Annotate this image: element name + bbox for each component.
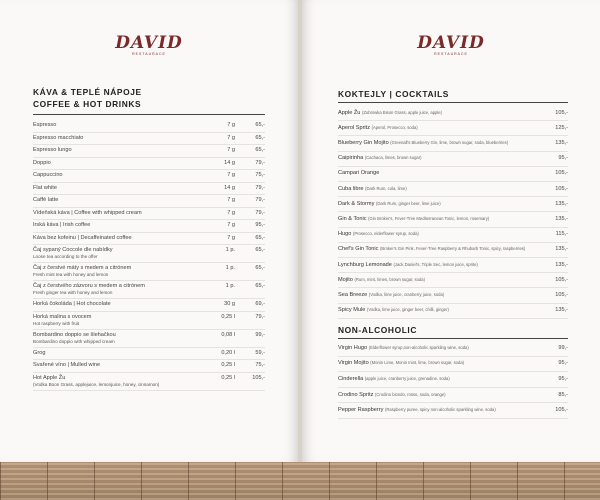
- item-price: 135,-: [555, 139, 568, 146]
- cocktail-item: [338, 304, 568, 319]
- item-name-line: [338, 376, 450, 382]
- item-name: Virgin Hugo: [338, 344, 368, 351]
- item-name: Spicy Mule: [338, 307, 366, 314]
- item-name-line: [338, 155, 422, 161]
- item-name: Gin & Tonic: [338, 215, 367, 222]
- item-name: Flat white: [33, 184, 57, 191]
- item-description: (Jack Daniel's, Triple Sec, lemon juice, sprite): [393, 261, 478, 267]
- item-price: 105,-: [555, 407, 568, 414]
- item-name: Grog: [33, 349, 46, 356]
- item-price: 75,-: [255, 172, 265, 178]
- item-name-line: [338, 170, 379, 176]
- item-subtitle: Bombardino doppio with whipped cream: [33, 338, 115, 344]
- logo-subtitle: RESTAURACE: [434, 52, 468, 56]
- item-name-line: [338, 307, 449, 313]
- item-subtitle: Hot raspberry with fruit: [33, 320, 80, 326]
- item-quantity: 7 g: [227, 234, 235, 241]
- cocktail-item: [338, 288, 568, 303]
- menu-item: [33, 233, 265, 246]
- item-description: (Dark Rum, cola, lime): [365, 185, 407, 191]
- item-description: (Raspberry puree, spicy non-alcoholic sparkling wine, soda): [384, 407, 496, 413]
- item-quantity: 1 p.: [225, 265, 235, 271]
- item-price: 125,-: [555, 124, 568, 131]
- item-name: Virgin Mojito: [338, 360, 369, 367]
- item-description: (Monin Lime, Monin mint, lime, brown sugar, soda): [370, 360, 465, 366]
- menu-item: [33, 183, 265, 196]
- item-description: (Crodino biondo, rosso, soda, orange): [375, 391, 446, 397]
- item-name: Dark & Stormy: [338, 200, 375, 207]
- menu-item: [33, 312, 265, 330]
- nonalc-item: [338, 388, 568, 404]
- item-name-line: [338, 277, 425, 283]
- item-price: 99,-: [558, 344, 568, 351]
- item-name: Bombardino doppio se šlehačkou: [33, 331, 116, 338]
- logo-subtitle: RESTAURACE: [132, 52, 166, 56]
- item-description: (Greenall's Blueberry Gin, lime, brown sugar, soda, blueberries): [390, 139, 509, 145]
- item-name: Irská káva | Irish coffee: [33, 222, 91, 228]
- item-name: Čaj z čerstvého zázvoru s medem a citrónem: [33, 283, 145, 289]
- item-price: 105,-: [555, 109, 568, 116]
- item-name-line: [338, 407, 496, 413]
- cocktail-item: [338, 243, 568, 258]
- cocktail-item: [338, 197, 568, 212]
- item-price: 75,-: [255, 362, 265, 368]
- menu-item: [33, 299, 265, 312]
- cocktail-item: [338, 136, 568, 151]
- cocktail-item: [338, 121, 568, 136]
- item-price: 65,-: [255, 134, 265, 141]
- item-description: (Gin Broker's, Fever-Tree Mediterranean Tonic, lemon, rosemary): [368, 215, 490, 221]
- item-subtitle: Fresh ginger tea with honey and lemon: [33, 290, 113, 295]
- item-name: Mojito: [338, 276, 353, 283]
- item-name: Hot Apple Žu: [33, 374, 66, 381]
- item-price: 115,-: [555, 231, 568, 238]
- item-description: (Broker's Gin Pink, Fever-Tree Raspberry & Rhubarb Tonic, spicy, raspberries): [380, 246, 526, 252]
- item-quantity: 7 g: [227, 122, 235, 128]
- nonalc-item: [338, 403, 568, 419]
- item-name: Espresso: [33, 122, 57, 128]
- item-quantity: 0,20 l: [221, 349, 235, 356]
- item-quantity: 7 g: [227, 197, 235, 203]
- menu-item: [33, 245, 265, 263]
- item-price: 135,-: [555, 261, 568, 268]
- section-rule: [33, 114, 265, 115]
- nonalc-item: [338, 357, 568, 373]
- item-name: Vídeňská káva | Coffee with whipped cream: [33, 209, 142, 216]
- menu-item: [33, 330, 265, 348]
- cocktail-item: [338, 106, 568, 121]
- item-name: Chef's Gin Tonic: [338, 246, 379, 253]
- item-price: 135,-: [555, 200, 568, 207]
- item-name: Cinderella: [338, 375, 364, 382]
- item-quantity: 7 g: [227, 172, 235, 178]
- coffee-title-cs: KÁVA & TEPLÉ NÁPOJE: [33, 87, 142, 97]
- item-name-line: [338, 246, 525, 252]
- item-description: (Vodka, lime juice, cranberry juice, soda): [368, 291, 445, 297]
- menu-item: [33, 170, 265, 183]
- item-name: Espresso macchiato: [33, 134, 84, 141]
- item-quantity: 14 g: [224, 184, 235, 191]
- item-description: (Zubrowka Bison Grass, apple juice, apple): [361, 109, 443, 115]
- item-quantity: 0,25 l: [221, 374, 235, 381]
- item-price: 79,-: [255, 313, 265, 320]
- menu-item: [33, 348, 265, 361]
- item-name: Sea Breeze: [338, 291, 368, 298]
- cocktails-title: KOKTEJLY | COCKTAILS: [338, 89, 449, 99]
- item-price: 65,-: [255, 265, 265, 271]
- item-name-line: [338, 392, 446, 398]
- item-name: Pepper Raspberry: [338, 407, 384, 414]
- item-quantity: 7 g: [227, 147, 235, 153]
- item-price: 79,-: [255, 159, 265, 166]
- section-rule: [338, 338, 568, 339]
- item-price: 99,-: [255, 331, 265, 338]
- item-name-line: [338, 186, 407, 192]
- item-price: 69,-: [255, 301, 265, 307]
- menu-item: [33, 281, 265, 299]
- logo-wordmark: DAVID: [115, 33, 183, 53]
- item-price: 105,-: [555, 291, 568, 298]
- item-price: 95,-: [558, 360, 568, 367]
- item-quantity: 14 g: [224, 159, 235, 166]
- menu-item: [33, 220, 265, 233]
- item-name-line: [338, 216, 489, 222]
- item-description: (Elderflower syrup,non-alcoholic sparkling wine, soda): [368, 344, 469, 350]
- item-name: Cappuccino: [33, 172, 63, 178]
- item-name: Crodino Spritz: [338, 391, 374, 398]
- item-name: Hugo: [338, 231, 352, 238]
- section-rule: [338, 102, 568, 103]
- item-name: Espresso lungo: [33, 147, 72, 153]
- item-name-line: [338, 292, 444, 298]
- item-price: 65,-: [255, 283, 265, 289]
- menu-item: [33, 158, 265, 171]
- item-quantity: 1 p.: [225, 247, 235, 253]
- menu-item: [33, 360, 265, 373]
- cocktail-item: [338, 273, 568, 288]
- menu-item: [33, 195, 265, 208]
- item-name: Svařené víno | Mulled wine: [33, 362, 101, 368]
- item-name: Doppio: [33, 159, 51, 166]
- item-price: 135,-: [555, 307, 568, 314]
- item-name-line: [338, 231, 419, 237]
- item-quantity: 7 g: [227, 222, 235, 228]
- item-name: Cuba libre: [338, 185, 364, 192]
- item-quantity: 7 g: [227, 209, 235, 216]
- nonalc-item: [338, 372, 568, 388]
- item-name: Lynchburg Lemonade: [338, 261, 392, 268]
- item-name-line: [338, 201, 441, 207]
- row-separator: [338, 418, 568, 419]
- item-subtitle: Fresh mint tea with honey and lemon: [33, 272, 109, 277]
- item-name: Káva bez kofeinu | Decaffeinated coffee: [33, 234, 132, 241]
- item-name: Caffè latte: [33, 197, 59, 203]
- item-price: 65,-: [255, 147, 265, 153]
- item-name-line: [338, 345, 469, 351]
- menu-item: [33, 145, 265, 158]
- item-subtitle: Loose tea according to the offer: [33, 254, 98, 259]
- item-name: Blueberry Gin Mojito: [338, 139, 389, 146]
- item-quantity: 30 g: [224, 301, 235, 307]
- item-subtitle: (Vodka Boon Grass, applejuice, lemonjuice, honey, cinnamon): [33, 381, 160, 387]
- item-name-line: [338, 140, 508, 146]
- item-price: 65,-: [255, 122, 265, 128]
- row-separator: [338, 318, 568, 319]
- menu-item: [33, 133, 265, 146]
- item-name: Horká čokoláda | Hot chocolate: [33, 301, 111, 307]
- item-name-line: [338, 110, 442, 116]
- item-price: 65,-: [255, 234, 265, 241]
- item-name: Aperol Spritz: [338, 124, 371, 131]
- item-price: 65,-: [255, 247, 265, 253]
- item-quantity: 0,25 l: [221, 313, 235, 320]
- item-description: (Vodka, lime juice, ginger beer, chilli, ginger): [366, 307, 449, 313]
- item-price: 135,-: [555, 215, 568, 222]
- logo-wordmark: DAVID: [417, 33, 485, 53]
- item-name: Caipirinha: [338, 155, 364, 162]
- item-quantity: 0,08 l: [221, 331, 235, 338]
- item-quantity: 1 p.: [225, 283, 235, 289]
- item-description: (Cachaca, limes, brown sugar): [364, 155, 422, 161]
- item-price: 85,-: [558, 391, 568, 398]
- item-name: Čaj z čerstvé máty s medem a citrónem: [33, 265, 132, 271]
- item-quantity: 7 g: [227, 134, 235, 141]
- menu-item: [33, 120, 265, 133]
- coffee-title-en: COFFEE & HOT DRINKS: [33, 99, 142, 109]
- item-price: 105,-: [252, 374, 265, 381]
- item-price: 95,-: [558, 375, 568, 382]
- item-price: 79,-: [255, 197, 265, 203]
- item-name-line: [338, 360, 464, 366]
- nonalc-title: NON-ALCOHOLIC: [338, 325, 417, 335]
- item-price: 135,-: [555, 246, 568, 253]
- restaurant-logo: [0, 34, 298, 57]
- item-price: 105,-: [555, 276, 568, 283]
- item-name: Čaj sypaný Coccole dle nabídky: [33, 247, 113, 253]
- row-separator: [33, 390, 265, 391]
- cocktail-item: [338, 258, 568, 273]
- cocktail-item: [338, 228, 568, 243]
- cocktail-item: [338, 182, 568, 197]
- nonalc-item: [338, 341, 568, 357]
- cocktail-item: [338, 167, 568, 182]
- wooden-table: [0, 462, 600, 500]
- item-price: 105,-: [555, 185, 568, 192]
- item-name-line: [338, 262, 478, 268]
- item-name: Apple Žu: [338, 109, 361, 116]
- item-description: (Rum, mint, limes, brown sugar, soda): [354, 276, 425, 282]
- item-name-line: [338, 125, 418, 131]
- restaurant-logo-right: [302, 34, 600, 57]
- item-description: (Aperol, Prosecco, soda): [371, 124, 418, 130]
- item-description: (apple juice, cranberry juice, grenadine, soda): [364, 375, 450, 381]
- cocktail-item: [338, 212, 568, 227]
- item-price: 59,-: [255, 349, 265, 356]
- item-price: 95,-: [558, 155, 568, 162]
- item-quantity: 0,25 l: [221, 362, 235, 368]
- item-price: 105,-: [555, 170, 568, 177]
- menu-item: [33, 208, 265, 221]
- item-price: 95,-: [255, 222, 265, 228]
- item-name: Campari Orange: [338, 170, 380, 177]
- cocktail-item: [338, 152, 568, 167]
- menu-item: [33, 263, 265, 281]
- menu-item: [33, 373, 265, 391]
- item-price: 79,-: [255, 184, 265, 191]
- left-menu-page: [0, 0, 298, 462]
- item-description: (Prosecco, elderflower syrup, soda): [352, 231, 419, 237]
- right-menu-page: [302, 0, 600, 462]
- item-price: 79,-: [255, 209, 265, 216]
- item-name: Horká malina s ovocem: [33, 313, 92, 320]
- item-description: (Dark Rum, ginger beer, lime juice): [375, 200, 441, 206]
